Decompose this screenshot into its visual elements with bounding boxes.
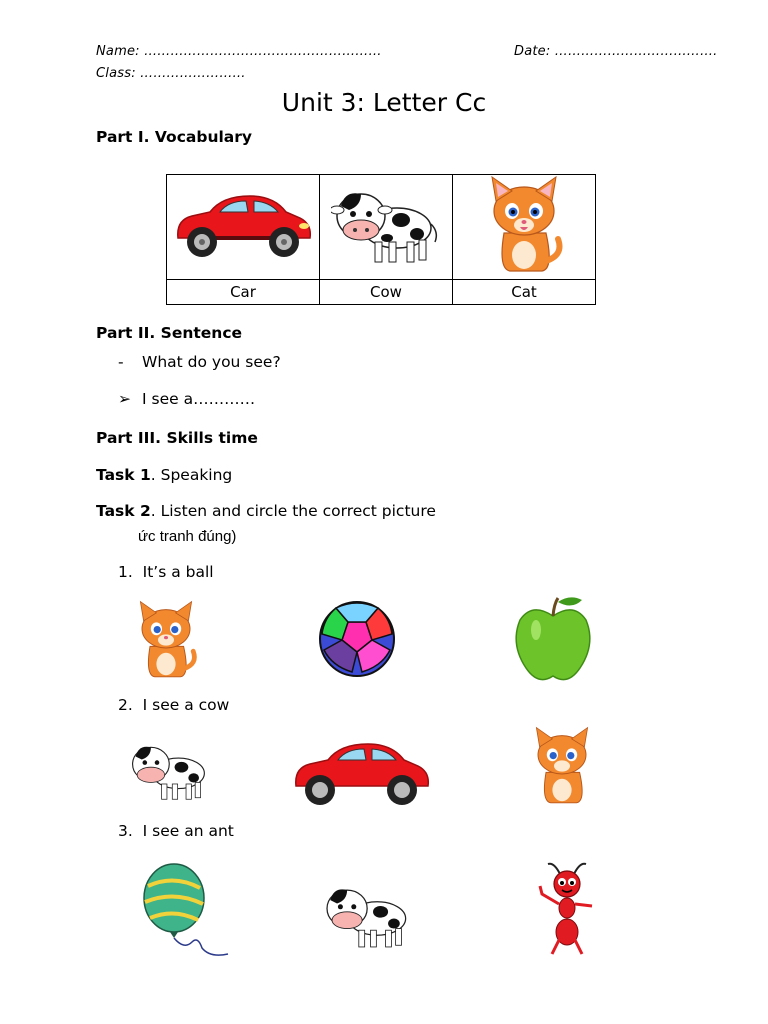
- part2-heading: Part II. Sentence: [96, 324, 243, 342]
- balloon-icon: [140, 862, 232, 960]
- task1-heading: Task 1. Speaking: [96, 466, 233, 484]
- ant-icon: [536, 860, 600, 956]
- vocab-word-car: Car: [167, 280, 320, 305]
- vocab-cell-car: [167, 175, 320, 280]
- item-1: 1. It’s a ball: [118, 563, 214, 581]
- vocab-word-cow: Cow: [320, 280, 453, 305]
- part1-heading: Part I. Vocabulary: [96, 128, 253, 146]
- name-field-label: Name: ………………………………………………: [96, 44, 382, 59]
- cow-icon: [322, 876, 414, 956]
- cat-icon: [134, 594, 198, 686]
- date-field-label: Date: ……………………………….: [514, 44, 718, 59]
- vocabulary-table: [166, 174, 596, 305]
- car-icon: [288, 738, 434, 808]
- apple-icon: [512, 594, 594, 684]
- dash-marker: -: [118, 353, 124, 371]
- item-3: 3. I see an ant: [118, 822, 234, 840]
- arrow-bullet-icon: ➢: [118, 390, 131, 408]
- class-field-label: Class: ……………………: [96, 66, 246, 81]
- cat-icon: [484, 175, 564, 275]
- vocab-cell-cow: [320, 175, 453, 280]
- page-title: Unit 3: Letter Cc: [281, 88, 487, 117]
- question-text: What do you see?: [142, 353, 281, 371]
- answer-text: I see a…………: [142, 390, 256, 408]
- cow-icon: [331, 180, 441, 270]
- item-2: 2. I see a cow: [118, 696, 230, 714]
- car-icon: [170, 190, 316, 260]
- part3-heading: Part III. Skills time: [96, 429, 258, 447]
- ball-icon: [318, 600, 396, 678]
- vocab-cell-cat: [453, 175, 596, 280]
- vocab-word-cat: Cat: [453, 280, 596, 305]
- cow-icon: [128, 734, 212, 808]
- task2-heading: Task 2. Listen and circle the correct picture: [96, 502, 436, 520]
- task2-note: ức tranh đúng): [138, 528, 237, 545]
- cat-icon: [530, 722, 594, 810]
